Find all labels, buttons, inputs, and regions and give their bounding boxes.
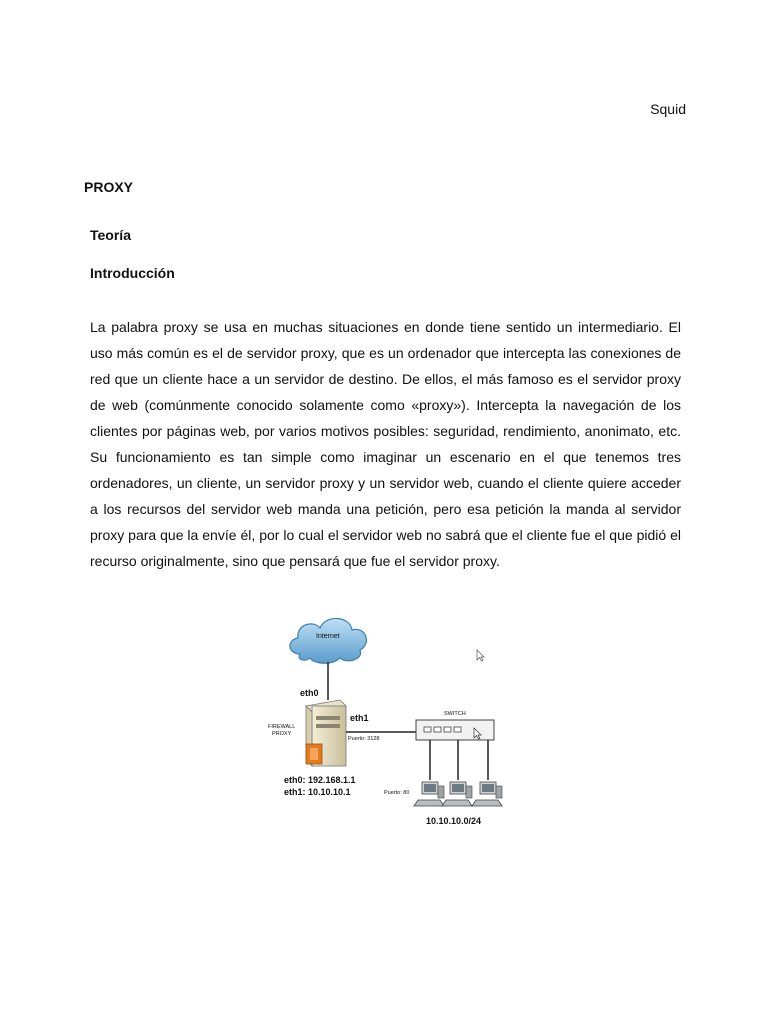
header-title: Squid	[650, 101, 686, 117]
switch-label: SWITCH	[444, 711, 466, 717]
subsection-heading: Teoría	[90, 227, 131, 243]
section-heading: PROXY	[84, 179, 134, 195]
subsubsection-heading: Introducción	[90, 265, 175, 281]
port-3128-label: Puerto: 3128	[348, 736, 380, 742]
cloud-icon	[290, 618, 366, 663]
ip-eth1-label: eth1: 10.10.10.1	[284, 787, 351, 797]
firewall-proxy-server-icon	[306, 700, 346, 766]
client-computer-icon	[472, 782, 502, 806]
eth0-label: eth0	[300, 688, 319, 698]
port-80-label: Puerto: 80	[384, 790, 410, 796]
cloud-label: Internet	[316, 633, 340, 640]
network-diagram	[262, 602, 542, 836]
body-text	[90, 314, 681, 574]
eth1-label: eth1	[350, 713, 369, 723]
server-label-line2: PROXY	[272, 731, 292, 737]
subnet-label: 10.10.10.0/24	[426, 816, 482, 826]
server-label-line1: FIREWALL	[268, 724, 296, 730]
client-computer-icon	[414, 782, 444, 806]
client-computer-icon	[442, 782, 472, 806]
ip-eth0-label: eth0: 192.168.1.1	[284, 775, 356, 785]
body-paragraph: La palabra proxy se usa en muchas situaciones en donde tiene sentido un intermediario. El uso más común es el de servidor proxy, que es un ordenador que intercepta las conexiones de red que un cliente hace a un servidor de destino. De ellos, el más famoso es el servidor proxy de web (comúnmente conocido solamente como «proxy»). Intercepta la navegación de los clientes por páginas web, por varios motivos posibles: seguridad, rendimiento, anonimato, etc. Su funcionamiento es tan simple como imaginar un escenario en el que tenemos tres ordenadores, un cliente, un servidor proxy y un servidor web, cuando el cliente quiere acceder a los recursos del servidor web manda una petición, pero esa petición la manda al servidor proxy para que la envíe él, por lo cual el servidor web no sabrá que el cliente fue el que pidió el recurso originalmente, sino que pensará que fue el servidor proxy.	[90, 319, 681, 569]
cursor-arrow-icon	[477, 650, 484, 661]
switch-icon	[416, 720, 494, 740]
